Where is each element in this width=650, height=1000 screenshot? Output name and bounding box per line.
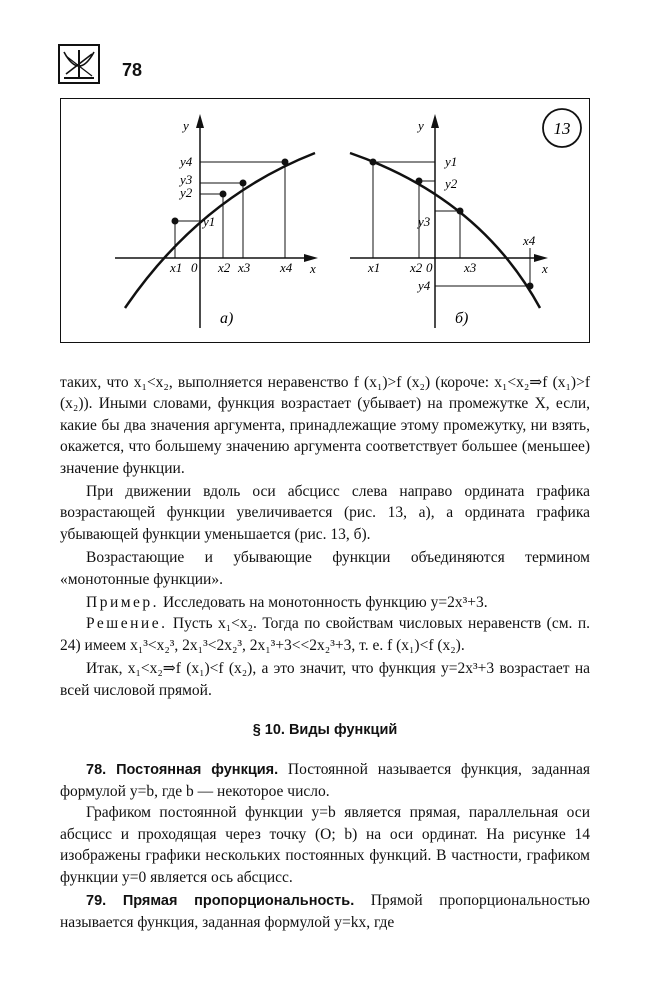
paragraph-solution [60, 613, 590, 656]
panel-a-origin: 0 [191, 260, 198, 275]
panel-b-point-1 [370, 159, 377, 166]
panel-a-point-2 [220, 191, 227, 198]
panel-a-y-arrow [196, 114, 204, 128]
paragraph-proportionality [60, 890, 590, 934]
panel-a-tick-x3: x3 [238, 260, 251, 275]
example-label: Пример. [86, 594, 160, 612]
paragraph-definition: таких, что x₁<x₂, выполняется неравенство f (x₁)>f (x₂) (короче: x₁<x₂⇒f (x₁)>f (x₂)). Иными словами, функция возрастает (убывает) на промежутке X, если, какие бы два значения аргумента, принадлежащие этому промежутку, ни взять, окажется, что большему значению аргумента соответствует большее (меньшее) значение функции. [60, 374, 590, 477]
panel-a-curve [125, 153, 315, 308]
panel-b-point-3 [457, 208, 464, 215]
panel-a-graph [115, 114, 318, 328]
example-text: Исследовать на монотонность функцию y=2x³+3. [162, 594, 488, 612]
paragraph-conclusion: Итак, x₁<x₂⇒f (x₁)<f (x₂), а это значит, что функция y=2x³+3 возрастает на всей числовой прямой. [60, 660, 590, 699]
paragraph-ordinate: При движении вдоль оси абсцисс слева направо ордината графика возрастающей функции увеличивается (рис. 13, а), а ордината графика убывающей функции уменьшается (рис. 13, б). [60, 483, 590, 543]
section-logo-icon [58, 44, 100, 84]
constant-function-text: Постоянной называется функция, заданная формулой y=b, где b — некоторое число. [60, 760, 590, 800]
body-text [60, 372, 590, 934]
section-heading: § 10. Виды функций [252, 722, 398, 739]
panel-a-tick-x4: x4 [280, 260, 293, 275]
panel-a-tick-y2: y2 [180, 185, 193, 200]
panel-a-tick-y4: y4 [180, 154, 193, 169]
panel-b-label: б) [455, 310, 469, 327]
panel-b-tick-x4: x4 [523, 233, 536, 248]
panel-b-point-2 [416, 178, 423, 185]
paragraph-constant-function [60, 759, 590, 803]
panel-a-point-1 [172, 218, 179, 225]
panel-a-tick-x2: x2 [218, 260, 231, 275]
panel-b-tick-x3: x3 [464, 260, 477, 275]
panel-a-label: а) [220, 310, 234, 327]
panel-a-point-4 [282, 159, 289, 166]
solution-text: Пусть x₁<x₂. Тогда по свойствам числовых неравенств (см. п. 24) имеем x₁³<x₂³, 2x₁³<2x₂³, 2x₁³+3<<2x₂³+3, т. е. f (x₁)<f (x₂). [60, 615, 590, 654]
panel-a-x-label: x [310, 261, 316, 276]
panel-a-point-3 [240, 180, 247, 187]
panel-b-y-label: y [418, 118, 424, 133]
panel-b-point-4 [527, 283, 534, 290]
panel-b-origin: 0 [426, 260, 433, 275]
panel-b-y-arrow [431, 114, 439, 128]
figure-number: 13 [553, 119, 571, 138]
panel-a-y-label: y [183, 118, 189, 133]
panel-b-tick-y1: y1 [445, 154, 458, 169]
panel-a-tick-x1: x1 [170, 260, 183, 275]
figure-13 [60, 98, 590, 343]
page-number: 78 [122, 60, 143, 80]
panel-b-graph [350, 114, 548, 328]
paragraph-monotone: Возрастающие и убывающие функции объединяются термином «монотонные функции». [60, 549, 590, 588]
proportionality-text: Прямой пропорциональностью называется функция, заданная формулой y=kx, где [60, 891, 590, 932]
panel-b-tick-x1: x1 [368, 260, 381, 275]
panel-a-tick-y1: y1 [203, 214, 216, 229]
paragraph-example [60, 592, 590, 613]
constant-function-heading: 78. Постоянная функция. [86, 761, 279, 778]
solution-label: Решение. [86, 615, 168, 633]
panel-b-tick-y4: y4 [418, 278, 431, 293]
panel-b-x-label: x [542, 261, 548, 276]
paragraph-constant-graph: Графиком постоянной функции y=b является прямая, параллельная оси абсцисс и проходящая через точку (O; b) на оси ординат. На рисунке 14 изображены графики нескольких постоянных функций. В частности, графиком функции y=0 является ось абсцисс. [60, 804, 590, 886]
panel-a-tick-y3: y3 [180, 172, 193, 187]
panel-b-tick-y3: y3 [418, 214, 431, 229]
proportionality-heading: 79. Прямая пропорциональность. [86, 892, 355, 909]
panel-b-tick-y2: y2 [445, 176, 458, 191]
figure-frame [60, 98, 590, 343]
panel-b-tick-x2: x2 [410, 260, 423, 275]
